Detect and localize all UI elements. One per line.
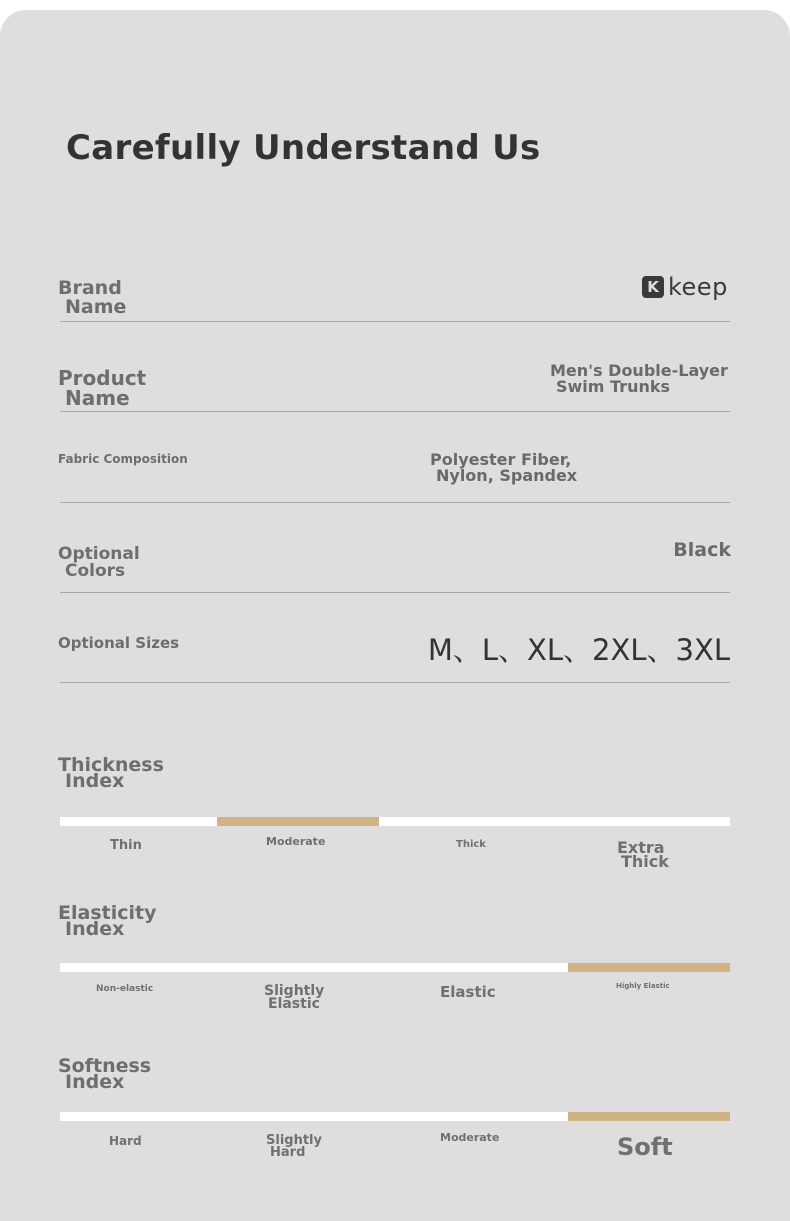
softness-option-soft: Soft: [617, 1133, 673, 1161]
fabric-composition-label: Fabric Composition: [58, 452, 188, 466]
thickness-option-thin: Thin: [110, 838, 142, 853]
thickness-index-bar: [60, 817, 730, 826]
product-name-value: Men's Double-Layer Swim Trunks: [550, 361, 728, 396]
divider: [60, 411, 730, 412]
brand-logo-text: keep: [668, 273, 728, 301]
optional-colors-value: Black: [673, 539, 731, 561]
softness-index-title: Softness Index: [58, 1055, 152, 1094]
divider: [60, 321, 730, 322]
elasticity-option-slightly-elastic: Slightly Elastic: [264, 983, 325, 1012]
softness-index-highlight: [568, 1112, 730, 1121]
brand-name-label: Brand Name: [58, 277, 127, 318]
optional-colors-label: Optional Colors: [58, 544, 140, 581]
thickness-option-moderate: Moderate: [266, 835, 326, 848]
optional-sizes-label: Optional Sizes: [58, 634, 180, 652]
keep-logo-icon: K: [642, 276, 664, 298]
thickness-option-thick: Thick: [456, 839, 486, 850]
softness-option-hard: Hard: [109, 1134, 142, 1148]
info-card: [0, 10, 790, 1221]
softness-option-moderate: Moderate: [440, 1131, 500, 1144]
divider: [60, 502, 730, 503]
thickness-option-extra-thick: Extra Thick: [617, 838, 669, 872]
elasticity-index-title: Elasticity Index: [58, 902, 157, 941]
softness-option-slightly-hard: Slightly Hard: [266, 1133, 322, 1160]
brand-logo: [642, 273, 728, 301]
elasticity-option-elastic: Elastic: [440, 983, 496, 1001]
softness-index-bar: [60, 1112, 730, 1121]
product-name-label: Product Name: [58, 366, 147, 410]
elasticity-option-non-elastic: Non-elastic: [96, 984, 154, 994]
divider: [60, 592, 730, 593]
elasticity-option-highly-elastic: Highly Elastic: [616, 982, 670, 990]
thickness-index-highlight: [217, 817, 379, 826]
divider: [60, 682, 730, 683]
elasticity-index-highlight: [568, 963, 730, 972]
optional-sizes-value: M、L、XL、2XL、3XL: [427, 633, 730, 667]
elasticity-index-bar: [60, 963, 730, 972]
thickness-index-title: Thickness Index: [58, 754, 164, 793]
page-title: Carefully Understand Us: [66, 128, 541, 168]
fabric-composition-value: Polyester Fiber, Nylon, Spandex: [430, 450, 578, 485]
